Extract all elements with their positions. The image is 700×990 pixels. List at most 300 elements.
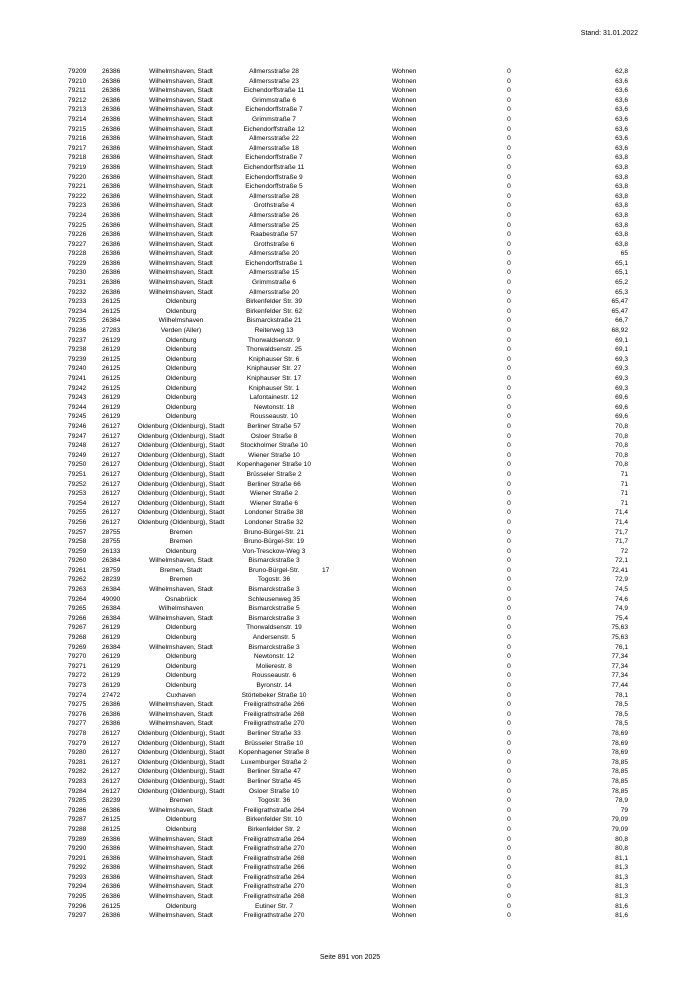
- flag-value-cell: 0: [507, 231, 511, 239]
- row-id-cell: 79212: [68, 96, 87, 104]
- house-number-cell: [322, 355, 392, 365]
- flag-value-cell: 0: [507, 883, 511, 891]
- city-cell: Wilhelmshaven, Stadt: [149, 173, 213, 181]
- area-value-cell: 63,8: [615, 154, 628, 162]
- postal-code-cell: 26386: [102, 883, 121, 891]
- postal-code-cell: 26125: [102, 384, 121, 392]
- house-number-cell: [322, 230, 392, 240]
- usage-cell: Wohnen: [392, 422, 417, 430]
- street-cell: Kniphauser Str. 27: [246, 365, 302, 373]
- row-id-cell: 79268: [68, 634, 87, 642]
- city-cell: Wilhelmshaven, Stadt: [149, 586, 213, 594]
- street-cell: Freiligrathstraße 270: [243, 720, 305, 728]
- street-cell: Molierestr. 8: [256, 662, 292, 670]
- row-id-cell: 79240: [68, 365, 87, 373]
- flag-value-cell: 0: [507, 490, 511, 498]
- street-cell: Freiligrathstraße 268: [243, 854, 305, 862]
- table-row: [68, 691, 628, 701]
- row-id-cell: 79218: [68, 154, 87, 162]
- table-row: [68, 422, 628, 432]
- table-row: [68, 892, 628, 902]
- house-number-cell: [322, 125, 392, 135]
- city-cell: Oldenburg: [165, 672, 197, 680]
- postal-code-cell: 26386: [102, 279, 121, 287]
- table-row: [68, 278, 628, 288]
- postal-code-cell: 26133: [102, 547, 121, 555]
- data-table: [68, 67, 628, 921]
- row-id-cell: 79292: [68, 864, 87, 872]
- flag-value-cell: 0: [507, 240, 511, 248]
- house-number-cell: [322, 96, 392, 106]
- row-id-cell: 79255: [68, 509, 87, 517]
- flag-value-cell: 0: [507, 135, 511, 143]
- city-cell: Wilhelmshaven, Stadt: [149, 211, 213, 219]
- usage-cell: Wohnen: [392, 528, 417, 536]
- postal-code-cell: 26127: [102, 451, 121, 459]
- table-row: [68, 806, 628, 816]
- area-value-cell: 70,8: [615, 451, 628, 459]
- area-value-cell: 63,8: [615, 163, 628, 171]
- street-cell: Eichendorffstraße 11: [243, 87, 305, 95]
- street-cell: Von-Tresckow-Weg 3: [242, 547, 306, 555]
- house-number-cell: [322, 892, 392, 902]
- usage-cell: Wohnen: [392, 336, 417, 344]
- street-cell: Berliner Straße 47: [247, 768, 301, 776]
- street-cell: Birkenfelder Str. 39: [245, 298, 303, 306]
- city-cell: Oldenburg: [165, 624, 197, 632]
- table-row: [68, 345, 628, 355]
- city-cell: Verden (Aller): [160, 327, 202, 335]
- flag-value-cell: 0: [507, 701, 511, 709]
- street-cell: Newtonstr. 18: [253, 403, 295, 411]
- table-row: [68, 710, 628, 720]
- row-id-cell: 79222: [68, 192, 87, 200]
- house-number-cell: [322, 470, 392, 480]
- row-id-cell: 79227: [68, 240, 87, 248]
- table-row: [68, 384, 628, 394]
- table-row: [68, 240, 628, 250]
- table-row: [68, 652, 628, 662]
- table-row: [68, 86, 628, 96]
- area-value-cell: 69,3: [615, 365, 628, 373]
- flag-value-cell: 0: [507, 758, 511, 766]
- house-number-cell: [322, 767, 392, 777]
- flag-value-cell: 0: [507, 307, 511, 315]
- flag-value-cell: 0: [507, 816, 511, 824]
- row-id-cell: 79215: [68, 125, 87, 133]
- street-cell: Rousseaustr. 10: [250, 413, 298, 421]
- area-value-cell: 81,3: [615, 893, 628, 901]
- street-cell: Grimmstraße 7: [252, 115, 296, 123]
- city-cell: Bremen: [169, 538, 193, 546]
- flag-value-cell: 0: [507, 845, 511, 853]
- usage-cell: Wohnen: [392, 682, 417, 689]
- row-id-cell: 79234: [68, 307, 87, 315]
- row-id-cell: 79237: [68, 336, 87, 344]
- area-value-cell: 69,6: [615, 403, 628, 411]
- row-id-cell: 79259: [68, 547, 87, 555]
- usage-cell: Wohnen: [392, 451, 417, 459]
- postal-code-cell: 26129: [102, 624, 121, 632]
- area-value-cell: 78,5: [615, 710, 628, 718]
- house-number-cell: [322, 384, 392, 394]
- postal-code-cell: 26125: [102, 307, 121, 315]
- area-value-cell: 75,63: [611, 634, 628, 642]
- flag-value-cell: 0: [507, 893, 511, 901]
- usage-cell: Wohnen: [392, 538, 417, 546]
- street-cell: Berliner Straße 66: [247, 480, 301, 488]
- street-cell: Wiener Straße 2: [249, 490, 298, 498]
- area-value-cell: 77,34: [611, 662, 628, 670]
- area-value-cell: 63,8: [615, 202, 628, 210]
- house-number-cell: [322, 508, 392, 518]
- usage-cell: Wohnen: [392, 384, 417, 392]
- flag-value-cell: 0: [507, 499, 511, 507]
- postal-code-cell: 28755: [102, 528, 121, 536]
- house-number-cell: [322, 499, 392, 509]
- area-value-cell: 78,85: [611, 777, 628, 785]
- house-number-cell: [322, 432, 392, 442]
- street-cell: Bruno-Bürgel-Str.: [248, 566, 300, 574]
- row-id-cell: 79272: [68, 672, 87, 680]
- city-cell: Wilhelmshaven, Stadt: [149, 845, 213, 853]
- area-value-cell: 69,3: [615, 375, 628, 382]
- house-number-cell: [322, 623, 392, 633]
- city-cell: Wilhelmshaven, Stadt: [149, 279, 213, 287]
- street-cell: Osloer Straße 10: [248, 787, 300, 795]
- city-cell: Oldenburg: [165, 346, 197, 354]
- city-cell: Wilhelmshaven, Stadt: [149, 68, 213, 75]
- house-number-cell: [322, 719, 392, 729]
- postal-code-cell: 26386: [102, 115, 121, 123]
- house-number-cell: [322, 614, 392, 624]
- street-cell: Freiligrathstraße 264: [243, 835, 305, 843]
- table-row: [68, 336, 628, 346]
- area-value-cell: 78,5: [615, 720, 628, 728]
- postal-code-cell: 28759: [102, 566, 121, 574]
- postal-code-cell: 26386: [102, 893, 121, 901]
- row-id-cell: 79249: [68, 451, 87, 459]
- postal-code-cell: 28239: [102, 576, 121, 584]
- area-value-cell: 74,5: [615, 586, 628, 594]
- postal-code-cell: 26127: [102, 442, 121, 450]
- usage-cell: Wohnen: [392, 586, 417, 594]
- street-cell: Wiener Straße 10: [248, 451, 300, 459]
- flag-value-cell: 0: [507, 557, 511, 565]
- table-row: [68, 249, 628, 259]
- postal-code-cell: 26384: [102, 317, 121, 325]
- street-cell: Bismarckstraße 3: [248, 557, 300, 565]
- row-id-cell: 79293: [68, 873, 87, 881]
- area-value-cell: 63,6: [615, 125, 628, 133]
- row-id-cell: 79219: [68, 163, 87, 171]
- city-cell: Oldenburg (Oldenburg), Stadt: [137, 432, 225, 440]
- street-cell: Allmersstraße 23: [249, 77, 299, 85]
- street-cell: Allmersstraße 18: [249, 144, 299, 152]
- flag-value-cell: 0: [507, 643, 511, 651]
- table-row: [68, 739, 628, 749]
- house-number-cell: [322, 662, 392, 672]
- house-number-cell: [322, 86, 392, 96]
- street-cell: Freiligrathstraße 264: [243, 873, 305, 881]
- postal-code-cell: 28755: [102, 538, 121, 546]
- row-id-cell: 79252: [68, 480, 87, 488]
- usage-cell: Wohnen: [392, 787, 417, 795]
- row-id-cell: 79282: [68, 768, 87, 776]
- area-value-cell: 81,3: [615, 883, 628, 891]
- house-number-cell: [322, 182, 392, 192]
- row-id-cell: 79244: [68, 403, 87, 411]
- flag-value-cell: 0: [507, 317, 511, 325]
- postal-code-cell: 26384: [102, 557, 121, 565]
- area-value-cell: 71,4: [615, 509, 628, 517]
- city-cell: Oldenburg: [165, 662, 197, 670]
- street-cell: Kopenhagener Straße 8: [238, 749, 310, 757]
- usage-cell: Wohnen: [392, 710, 417, 718]
- table-row: [68, 873, 628, 883]
- flag-value-cell: 0: [507, 125, 511, 133]
- house-number-cell: [322, 643, 392, 653]
- street-cell: Freiligrathstraße 268: [243, 710, 305, 718]
- city-cell: Wilhelmshaven, Stadt: [149, 77, 213, 85]
- usage-cell: Wohnen: [392, 327, 417, 335]
- usage-cell: Wohnen: [392, 739, 417, 747]
- usage-cell: Wohnen: [392, 240, 417, 248]
- house-number-cell: [322, 393, 392, 403]
- street-cell: Rousseaustr. 6: [252, 672, 296, 680]
- usage-cell: Wohnen: [392, 87, 417, 95]
- city-cell: Bremen: [169, 576, 193, 584]
- postal-code-cell: 26384: [102, 605, 121, 613]
- usage-cell: Wohnen: [392, 173, 417, 181]
- area-value-cell: 65,47: [611, 298, 628, 306]
- city-cell: Oldenburg: [165, 902, 197, 910]
- table-row: [68, 316, 628, 326]
- house-number-cell: [322, 288, 392, 298]
- flag-value-cell: 0: [507, 662, 511, 670]
- row-id-cell: 79236: [68, 327, 87, 335]
- usage-cell: Wohnen: [392, 566, 417, 574]
- row-id-cell: 79233: [68, 298, 87, 306]
- usage-cell: Wohnen: [392, 634, 417, 642]
- usage-cell: Wohnen: [392, 806, 417, 814]
- row-id-cell: 79288: [68, 825, 87, 833]
- city-cell: Oldenburg: [165, 825, 197, 833]
- city-cell: Bremen: [169, 528, 193, 536]
- area-value-cell: 65,1: [615, 259, 628, 267]
- house-number-cell: [322, 403, 392, 413]
- house-number-cell: [322, 240, 392, 250]
- usage-cell: Wohnen: [392, 643, 417, 651]
- postal-code-cell: 26386: [102, 864, 121, 872]
- area-value-cell: 80,8: [615, 845, 628, 853]
- flag-value-cell: 0: [507, 720, 511, 728]
- street-cell: Bruno-Bürgel-Str. 21: [243, 528, 305, 536]
- row-id-cell: 79296: [68, 902, 87, 910]
- usage-cell: Wohnen: [392, 864, 417, 872]
- postal-code-cell: 26125: [102, 825, 121, 833]
- area-value-cell: 69,1: [615, 336, 628, 344]
- flag-value-cell: 0: [507, 211, 511, 219]
- area-value-cell: 80,8: [615, 835, 628, 843]
- usage-cell: Wohnen: [392, 125, 417, 133]
- street-cell: Raabestraße 57: [250, 231, 298, 239]
- postal-code-cell: 26127: [102, 749, 121, 757]
- street-cell: Bismarckstraße 3: [248, 614, 300, 622]
- postal-code-cell: 26125: [102, 298, 121, 306]
- flag-value-cell: 0: [507, 355, 511, 363]
- row-id-cell: 79290: [68, 845, 87, 853]
- street-cell: Bruno-Bürgel-Str. 19: [243, 538, 305, 546]
- flag-value-cell: 0: [507, 902, 511, 910]
- row-id-cell: 79211: [68, 87, 86, 95]
- table-row: [68, 268, 628, 278]
- postal-code-cell: 26127: [102, 777, 121, 785]
- street-cell: Grimmstraße 6: [252, 279, 296, 287]
- street-cell: Berliner Straße 45: [247, 777, 301, 785]
- street-cell: Eichendorffstraße 7: [245, 154, 303, 162]
- postal-code-cell: 28239: [102, 797, 121, 805]
- usage-cell: Wohnen: [392, 480, 417, 488]
- house-number-cell: [322, 134, 392, 144]
- postal-code-cell: 26386: [102, 211, 121, 219]
- usage-cell: Wohnen: [392, 499, 417, 507]
- flag-value-cell: 0: [507, 68, 511, 75]
- area-value-cell: 63,6: [615, 77, 628, 85]
- street-cell: Freiligrathstraße 270: [243, 883, 305, 891]
- street-cell: Bismarckstraße 3: [248, 643, 300, 651]
- row-id-cell: 79273: [68, 682, 87, 689]
- street-cell: Londoner Straße 38: [244, 509, 304, 517]
- area-value-cell: 63,8: [615, 173, 628, 181]
- house-number-cell: [322, 739, 392, 749]
- city-cell: Bremen: [169, 797, 193, 805]
- usage-cell: Wohnen: [392, 96, 417, 104]
- row-id-cell: 79267: [68, 624, 87, 632]
- postal-code-cell: 26386: [102, 845, 121, 853]
- area-value-cell: 70,8: [615, 442, 628, 450]
- row-id-cell: 79243: [68, 394, 87, 402]
- flag-value-cell: 0: [507, 672, 511, 680]
- flag-value-cell: 0: [507, 739, 511, 747]
- street-cell: Birkenfelder Str. 2: [247, 825, 301, 833]
- area-value-cell: 63,8: [615, 211, 628, 219]
- postal-code-cell: 27283: [102, 327, 121, 335]
- flag-value-cell: 0: [507, 346, 511, 354]
- city-cell: Oldenburg: [165, 403, 197, 411]
- usage-cell: Wohnen: [392, 797, 417, 805]
- house-number-cell: [322, 882, 392, 892]
- city-cell: Wilhelmshaven, Stadt: [149, 115, 213, 123]
- postal-code-cell: 26386: [102, 154, 121, 162]
- house-number-cell: [322, 480, 392, 490]
- area-value-cell: 78,69: [611, 749, 628, 757]
- row-id-cell: 79247: [68, 432, 87, 440]
- row-id-cell: 79232: [68, 288, 87, 296]
- table-row: [68, 470, 628, 480]
- table-row: [68, 911, 628, 921]
- street-cell: Eichendorffstraße 1: [245, 259, 303, 267]
- usage-cell: Wohnen: [392, 653, 417, 661]
- street-cell: Brüsseler Straße 2: [246, 470, 302, 478]
- postal-code-cell: 26129: [102, 653, 121, 661]
- street-cell: Eichendorffstraße 11: [243, 163, 305, 171]
- house-number-cell: [322, 528, 392, 538]
- table-row: [68, 67, 628, 77]
- street-cell: Störtebeker Straße 10: [241, 691, 307, 699]
- area-value-cell: 65: [620, 250, 628, 258]
- area-value-cell: 71,7: [615, 538, 628, 546]
- flag-value-cell: 0: [507, 586, 511, 594]
- flag-value-cell: 0: [507, 154, 511, 162]
- house-number-cell: [322, 796, 392, 806]
- table-body: [68, 67, 628, 921]
- table-row: [68, 767, 628, 777]
- postal-code-cell: 26386: [102, 231, 121, 239]
- area-value-cell: 78,69: [611, 739, 628, 747]
- usage-cell: Wohnen: [392, 365, 417, 373]
- usage-cell: Wohnen: [392, 461, 417, 469]
- area-value-cell: 74,6: [615, 595, 628, 603]
- city-cell: Wilhelmshaven, Stadt: [149, 835, 213, 843]
- usage-cell: Wohnen: [392, 106, 417, 114]
- house-number-cell: [322, 422, 392, 432]
- city-cell: Oldenburg (Oldenburg), Stadt: [137, 749, 225, 757]
- usage-cell: Wohnen: [392, 691, 417, 699]
- table-row: [68, 662, 628, 672]
- city-cell: Wilhelmshaven: [158, 317, 204, 325]
- house-number-cell: [322, 221, 392, 231]
- table-row: [68, 854, 628, 864]
- city-cell: Wilhelmshaven, Stadt: [149, 614, 213, 622]
- row-id-cell: 79261: [68, 566, 87, 574]
- table-row: [68, 144, 628, 154]
- usage-cell: Wohnen: [392, 547, 417, 555]
- area-value-cell: 63,8: [615, 231, 628, 239]
- flag-value-cell: 0: [507, 87, 511, 95]
- table-row: [68, 528, 628, 538]
- area-value-cell: 63,6: [615, 96, 628, 104]
- row-id-cell: 79287: [68, 816, 87, 824]
- area-value-cell: 63,6: [615, 115, 628, 123]
- house-number-cell: [322, 854, 392, 864]
- city-cell: Oldenburg: [165, 547, 197, 555]
- usage-cell: Wohnen: [392, 202, 417, 210]
- table-row: [68, 374, 628, 384]
- city-cell: Wilhelmshaven, Stadt: [149, 259, 213, 267]
- area-value-cell: 78,5: [615, 701, 628, 709]
- city-cell: Oldenburg (Oldenburg), Stadt: [137, 490, 225, 498]
- street-cell: Bismarckstraße 5: [248, 605, 300, 613]
- area-value-cell: 78,85: [611, 758, 628, 766]
- postal-code-cell: 26386: [102, 854, 121, 862]
- usage-cell: Wohnen: [392, 816, 417, 824]
- city-cell: Oldenburg (Oldenburg), Stadt: [137, 758, 225, 766]
- row-id-cell: 79225: [68, 221, 87, 229]
- row-id-cell: 79254: [68, 499, 87, 507]
- house-number-cell: [322, 173, 392, 183]
- table-row: [68, 134, 628, 144]
- area-value-cell: 69,6: [615, 394, 628, 402]
- street-cell: Togostr. 36: [257, 576, 291, 584]
- postal-code-cell: 26384: [102, 614, 121, 622]
- flag-value-cell: 0: [507, 787, 511, 795]
- flag-value-cell: 0: [507, 375, 511, 382]
- area-value-cell: 63,8: [615, 192, 628, 200]
- city-cell: Oldenburg: [165, 298, 197, 306]
- table-row: [68, 671, 628, 681]
- postal-code-cell: 26386: [102, 125, 121, 133]
